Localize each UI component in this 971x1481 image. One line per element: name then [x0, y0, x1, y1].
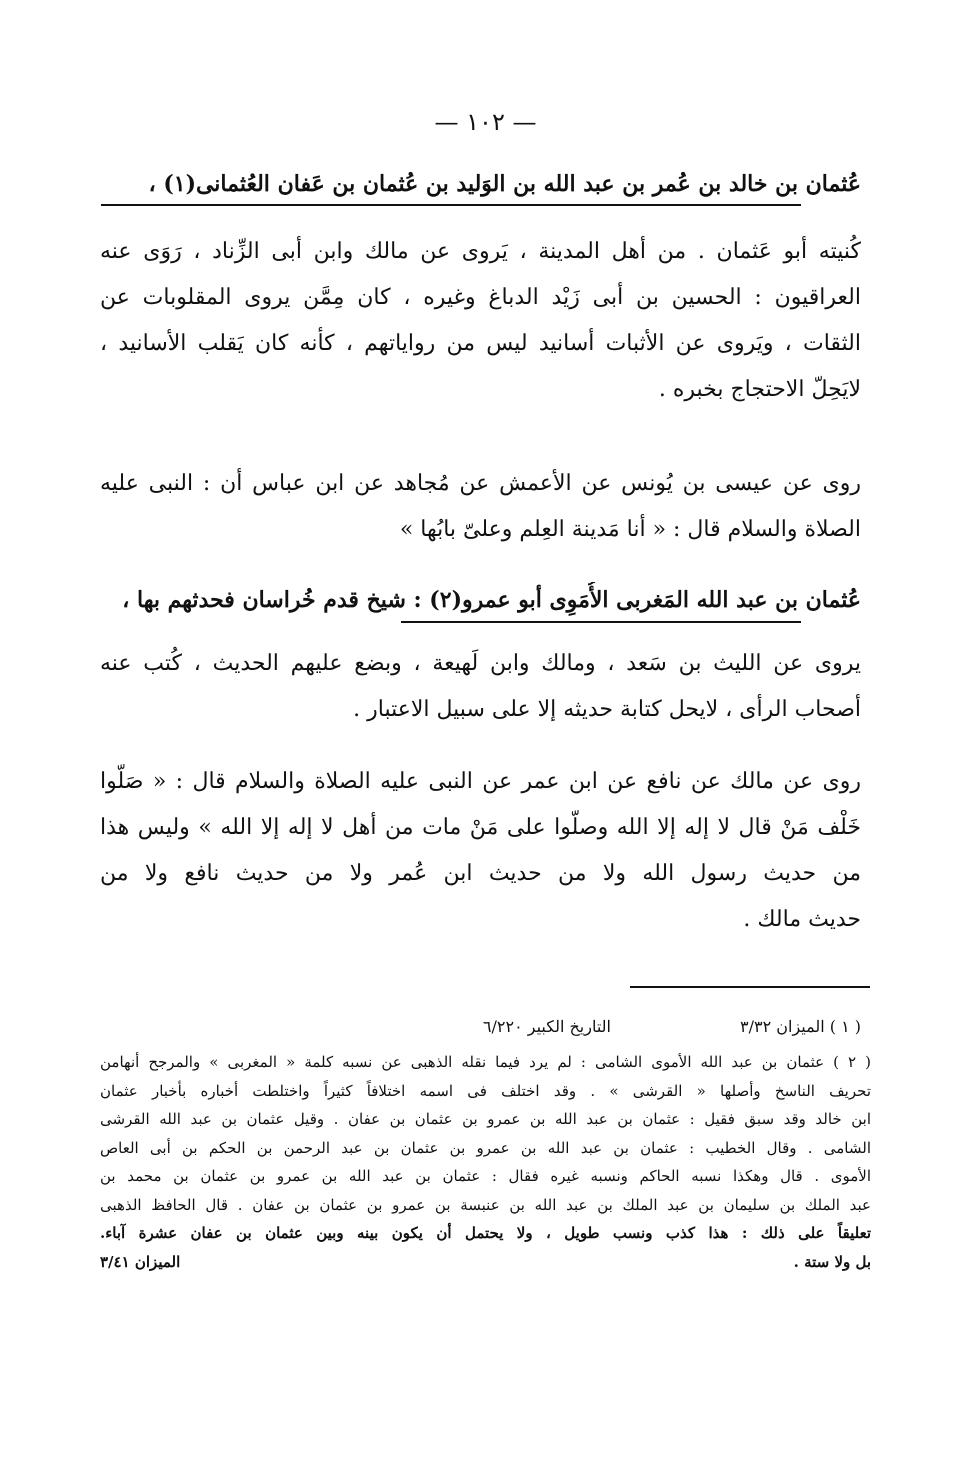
footnote-ref: ( ١ ) الميزان ٣/٣٢ — [739, 1017, 861, 1036]
entry-uthman-ibn-abdullah — [100, 582, 861, 618]
narration-line: روى عن عيسى بن يُونس عن الأعمش عن مُجاهد عن ابن عباس أن : النبى عليه — [100, 471, 861, 496]
heading-underline — [401, 621, 801, 623]
footnotes — [100, 1012, 871, 1276]
narration-line: الصلاة والسلام قال : « أنا مَدينة العِلم وعلىّ بابُها » — [399, 517, 861, 542]
entry-line: الثقات ، ويَروى عن الأثبات أسانيد ليس من رواياتهم ، كأنه كان يَقلب الأسانيد ، — [100, 331, 861, 356]
entry-line: لايَحِلّ الاحتجاج بخبره . — [658, 377, 861, 402]
footnote-line: تحريف الناسخ وأصلها « القرشى » . وقد اختلف فى اسمه اختلافاً كثيراً واختلطت أخباره بأخبار عثمان — [100, 1081, 871, 1100]
narration-line: روى عن مالك عن نافع عن ابن عمر عن النبى عليه الصلاة والسلام قال : « صَلُّوا — [100, 769, 861, 794]
narration-city-of-knowledge — [100, 466, 861, 548]
narration-line: من حديث رسول الله ولا من حديث ابن عُمر ولا من حديث نافع ولا من — [100, 861, 861, 886]
footnote-line: ( ٢ ) عثمان بن عبد الله الأموى الشامى : لم يرد فيما نقله الذهبى عن نسبه كلمة « المغربى » والمرجح أنهامن — [100, 1053, 871, 1071]
narration-pray-behind — [100, 764, 861, 938]
entry-uthman-ibn-khalid — [100, 166, 861, 202]
narration-line: حديث مالك . — [743, 907, 861, 932]
footnote-1 — [100, 1012, 871, 1042]
entry-line: العراقيون : الحسين بن أبى زَيْد الدباغ وغيره ، كان مِمَّن يروى المقلوبات عن — [100, 285, 861, 310]
footnote-ref: الميزان ٣/٤١ — [100, 1252, 181, 1271]
footnote-line: الأموى . قال وهكذا نسبه الحاكم ونسبه غيره فقال : عثمان بن عبد الله بن عمرو بن عثمان بن محمد بن — [100, 1167, 871, 1185]
footnote-ref: التاريخ الكبير ٦/٢٢٠ — [482, 1017, 611, 1036]
entry-line: يروى عن الليث بن سَعد ، ومالك وابن لَهيعة ، وبضع عليهم الحديث ، كُتب عنه — [100, 651, 861, 676]
heading-underline — [101, 204, 801, 206]
entry-line: كُنيته أبو عَثمان . من أهل المدينة ، يَروى عن مالك وابن أبى الزِّناد ، رَوَى عنه — [100, 239, 861, 264]
entry-heading: عُثمان بن خالد بن عُمر بن عبد الله بن الوَليد بن عُثمان بن عَفان العُثمانى(١) ، — [148, 171, 861, 197]
entry-line: أصحاب الرأى ، لايحل كتابة حديثه إلا على سبيل الاعتبار . — [353, 697, 861, 722]
narration-line: خَلْف مَنْ قال لا إله إلا الله وصلُّوا على مَنْ مات من أهل لا إله إلا الله » وليس هذا — [100, 815, 861, 840]
page-number: — ١٠٢ — — [434, 108, 537, 136]
footnote-line: ابن خالد وقد سبق فقيل : عثمان بن عبد الله بن عمرو بن عثمان بن عفان . وقيل عثمان بن عبد الله القرشى — [100, 1110, 871, 1128]
footnote-last-line — [100, 1248, 871, 1276]
footnote-line: عبد الملك بن سليمان بن عبد الملك بن عبد الله بن عنبسة بن عمرو بن عثمان بن عفان . قال الحافظ الذهبى — [100, 1195, 871, 1214]
footnote-line: الشامى . وقال الخطيب : عثمان بن عبد الله بن عمرو بن عثمان بن عبد الرحمن بن الحكم بن أبى العاص — [100, 1138, 871, 1157]
footnote-line: تعليقاً على ذلك : هذا كذب ونسب طويل ، ولا يحتمل أن يكون بينه وبين عثمان بن عفان عشرة آباء. — [100, 1224, 871, 1242]
footnote-closing-text: بل ولا ستة . — [793, 1252, 871, 1271]
entry-heading: عُثمان بن عبد الله المَغربى الأُمَوِى أبو عمرو(٢) : شيخ قدم خُراسان فحدثهم بها ، — [122, 587, 861, 613]
entry-body — [100, 234, 861, 408]
entry-body — [100, 646, 861, 728]
footnote-separator — [630, 986, 870, 988]
